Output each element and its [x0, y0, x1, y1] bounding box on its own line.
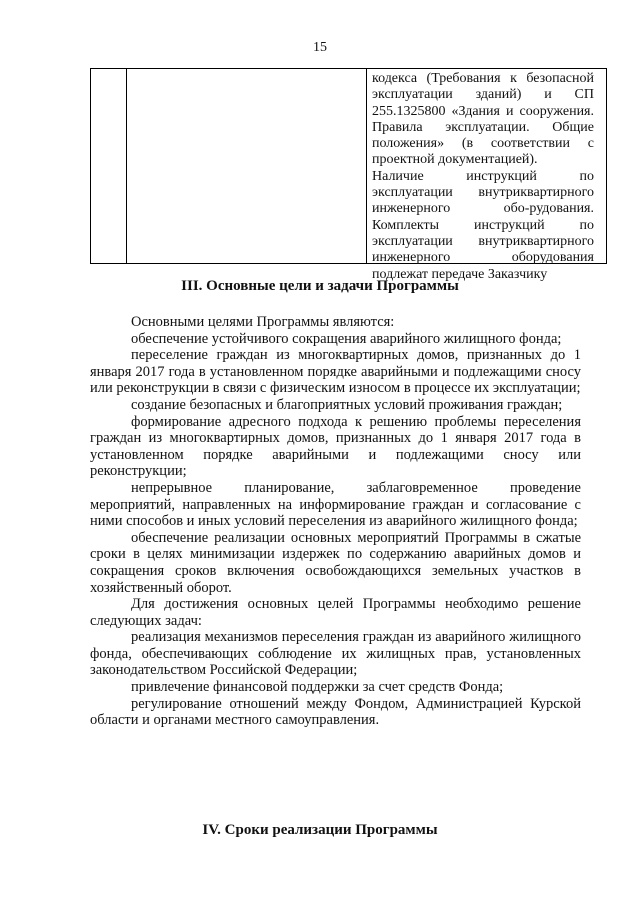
paragraph: формирование адресного подхода к решению проблемы переселения граждан из многоквартирных домов, признанных до 1 января 2017 года в установленном порядке аварийными и подлежащими сносу или реконструкции; [90, 413, 581, 480]
continuation-table [90, 68, 607, 282]
paragraph: привлечение финансовой поддержки за счет средств Фонда; [131, 679, 504, 696]
paragraph: обеспечение реализации основных мероприятий Программы в сжатые сроки в целях минимизации издержек по содержанию аварийных домов и сокращения сроков включения освобождающихся земельных участков в хозяйственный оборот. [90, 529, 581, 596]
section-body [90, 314, 581, 729]
section-heading: IV. Сроки реализации Программы [202, 822, 438, 838]
section-heading: III. Основные цели и задачи Программы [181, 278, 459, 294]
paragraph: непрерывное планирование, заблаговременное проведение мероприятий, направленных на информирование граждан и согласование с ними способов и иных условий переселения из аварийного жилищного фонда; [90, 479, 581, 530]
paragraph: обеспечение устойчивого сокращения аварийного жилищного фонда; [131, 330, 562, 347]
page-number: 15 [313, 40, 327, 55]
table-column-divider [366, 69, 367, 263]
paragraph: регулирование отношений между Фондом, Администрацией Курской области и органами местного самоуправления. [90, 695, 581, 729]
table-cell-paragraph: Наличие инструкций по эксплуатации внутриквартирного инженерного обо-рудования. Комплекты инструкций по эксплуатации внутриквартирного инженерного оборудования подлежат передаче Заказчику [372, 168, 594, 282]
table-column-divider [126, 69, 127, 263]
paragraph: переселение граждан из многоквартирных домов, признанных до 1 января 2017 года в установленном порядке аварийными и подлежащими сносу или реконструкции в связи с физическим износом в процессе их эксплуатации; [90, 347, 581, 397]
paragraph: реализация механизмов переселения граждан из аварийного жилищного фонда, обеспечивающих соблюдение их жилищных прав, установленных законодательством Российской Федерации; [90, 629, 581, 679]
paragraph: Для достижения основных целей Программы необходимо решение следующих задач: [90, 596, 581, 629]
paragraph: Основными целями Программы являются: [131, 314, 395, 330]
paragraph: создание безопасных и благоприятных условий проживания граждан; [131, 396, 563, 413]
table-cell-requirements [372, 71, 594, 283]
table-cell-paragraph: кодекса (Требования к безопасной эксплуатации зданий) и СП 255.1325800 «Здания и сооружения. Правила эксплуатации. Общие положения» (в соответствии с проектной документацией). [372, 71, 594, 168]
